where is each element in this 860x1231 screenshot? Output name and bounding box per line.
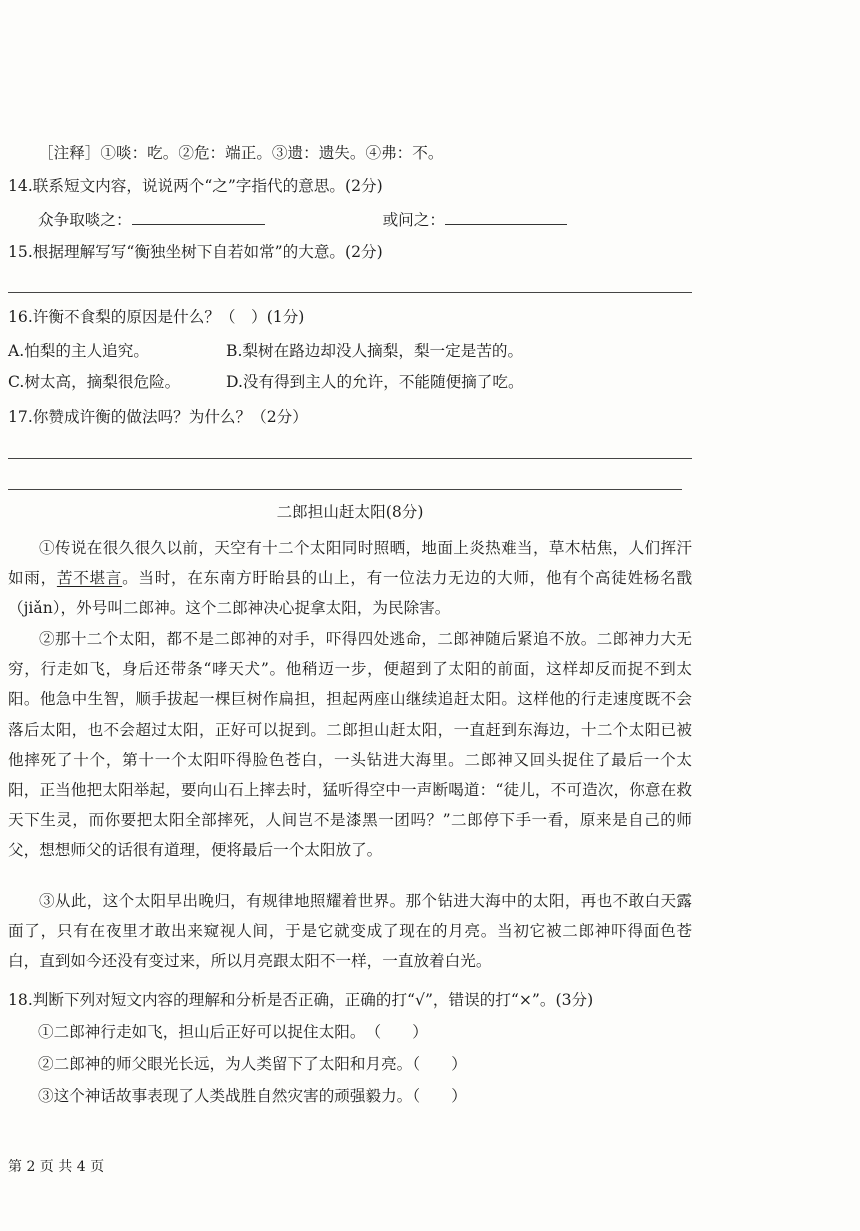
annotation-note: ［注释］①啖：吃。②危：端正。③遗：遗失。④弗：不。: [38, 144, 444, 162]
q15-answer-line[interactable]: [8, 292, 692, 293]
underlined-phrase: 苦不堪言: [56, 569, 123, 588]
q16-option-a: A.怕梨的主人追究。: [8, 342, 149, 360]
q16-option-c: C.树太高，摘梨很危险。: [8, 373, 181, 391]
q17-answer-line-1[interactable]: [8, 458, 692, 459]
passage-paragraph-3: ③从此，这个太阳早出晚归，有规律地照耀着世界。那个钻进大海中的太阳，再也不敢白天露面了，只有在夜里才敢出来窥视人间，于是它就变成了现在的月亮。当初它被二郎神吓得面色苍白，直到如今还没有变过来，所以月亮跟太阳不一样，一直放着白光。: [8, 892, 692, 971]
q18-item-1: ①二郎神行走如飞，担山后正好可以捉住太阳。 （ ）: [38, 1023, 428, 1041]
question-16: 16.许衡不食梨的原因是什么？（ ）(1分): [8, 308, 305, 326]
q14-answer-row: [38, 209, 567, 231]
q18-item-2: ②二郎神的师父眼光长远，为人类留下了太阳和月亮。（ ）: [38, 1055, 467, 1073]
q18-item-3: ③这个神话故事表现了人类战胜自然灾害的顽强毅力。（ ）: [38, 1087, 467, 1105]
question-18: 18.判断下列对短文内容的理解和分析是否正确，正确的打“√”，错误的打“×”。(3分): [8, 991, 594, 1009]
q14-label-a: 众争取啖之：: [38, 211, 132, 229]
page-footer: 第 2 页 共 4 页: [8, 1159, 105, 1175]
question-15: 15.根据理解写写“衡独坐树下自若如常”的大意。(2分): [8, 243, 383, 261]
question-14: 14.联系短文内容，说说两个“之”字指代的意思。(2分): [8, 177, 383, 195]
q16-option-b: B.梨树在路边却没人摘梨，梨一定是苦的。: [226, 342, 524, 360]
q17-answer-line-2[interactable]: [8, 489, 682, 490]
q14-label-b: 或问之：: [382, 211, 445, 229]
passage-paragraph-2: ②那十二个太阳，都不是二郎神的对手，吓得四处逃命，二郎神随后紧追不放。二郎神力大无穷，行走如飞，身后还带条“哮天犬”。他稍迈一步，便超到了太阳的前面，这样却反而捉不到太阳。他急中生智，顺手拔起一棵巨树作扁担，担起两座山继续追赶太阳。这样他的行走速度既不会落后太阳，也不会超过太阳，正好可以捉到。二郎担山赶太阳，一直赶到东海边，十二个太阳已被他摔死了十个，第十一个太阳吓得脸色苍白，一头钻进大海里。二郎神又回头捉住了最后一个太阳，正当他把太阳举起，要向山石上摔去时，猛听得空中一声断喝道：“徒儿，不可造次，你意在救天下生灵，而你要把太阳全部摔死，人间岂不是漆黑一团吗？”二郎停下手一看，原来是自己的师父，想想师父的话很有道理，便将最后一个太阳放了。: [8, 630, 692, 860]
passage-title: 二郎担山赶太阳(8分): [276, 503, 424, 521]
q16-option-d: D.没有得到主人的允许，不能随便摘了吃。: [226, 373, 524, 391]
q14-blank-b[interactable]: [445, 224, 567, 225]
question-17: 17.你赞成许衡的做法吗？为什么？（2分）: [8, 408, 308, 426]
q14-blank-a[interactable]: [132, 224, 265, 225]
passage-paragraph-1: ①传说在很久很久以前，天空有十二个太阳同时照晒，地面上炎热难当，草木枯焦，人们挥汗如雨，苦不堪言。当时，在东南方盱眙县的山上，有一位法力无边的大师，他有个高徒姓杨名戬（jiǎn），外号叫二郎神。这个二郎神决心捉拿太阳，为民除害。: [8, 539, 692, 618]
